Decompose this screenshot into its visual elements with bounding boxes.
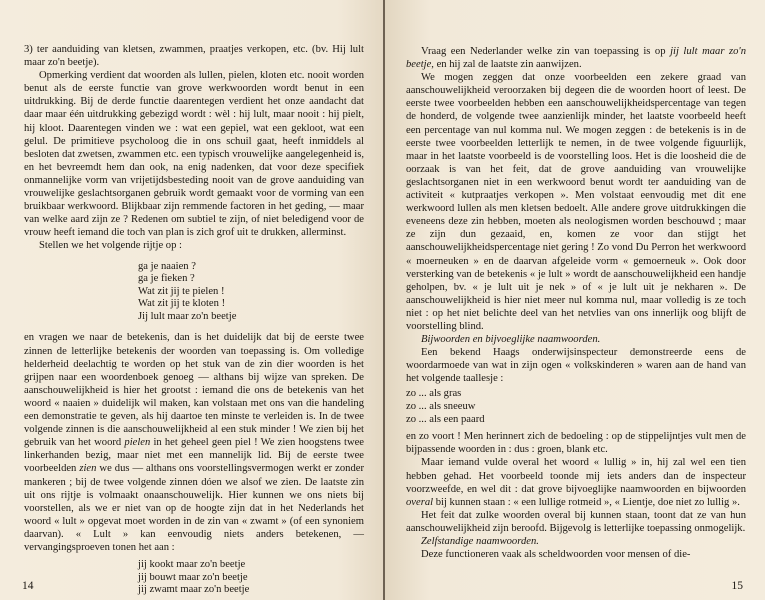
example-line: Wat zit jij te pielen ! xyxy=(138,285,225,297)
page-number: 14 xyxy=(22,580,34,592)
emphasis: jij lult maar zo'n beetje xyxy=(406,46,746,71)
right-page xyxy=(385,0,765,600)
emphasis: overal xyxy=(406,496,434,508)
example-line: jij kookt maar zo'n beetje xyxy=(138,559,246,571)
paragraph: Vraag een Nederlander welke zin van toepassing is op jij lult maar zo'n beetje, en hij zal de laatste zin aanwijzen. xyxy=(406,46,746,71)
emphasis: pielen xyxy=(124,437,151,449)
example-line: ga je naaien ? xyxy=(138,260,196,272)
paragraph: We mogen zeggen dat onze voorbeelden een zekere graad van aanschouwelijkheid veroorzaken bij degeen die de woorden hoort of leest. De eerste twee voorbeelden hebben een aanschouwelijkheidspercentage van tegen de honderd, de volgende twee aanzienlijk minder, het laatste voorbeeld heeft een percentage van nul komma nul. We mogen zeggen : de betekenis is in de eerste twee voorbeelden letterlijk te nemen, in de twee volgende figuurlijk, maar in het laatste voorbeeld is de voorstelling loos. Het is die loosheid die de oorzaak is van het feit, dat de grove aanduiding van vrouwelijke geslachtsorganen niet in een werkwoord benut wordt ter aanduiding van de activiteit « kutpraatjes verkopen ». Men volstaat eenvoudig met dit ene werkwoord lullen als men kletsen bedoelt. Alle andere grove uitdrukkingen die eveneens deze zin hebben, moeten als neologismen worden beschouwd ; maar ze zijn dun gezaaid, en, komen ze voor dan stijgt het aanschouwelijkheidspercentage niet gering ! Zo vond Du Perron het werkwoord « moerneuken » en de daarvan afgeleide vorm « gemoerneuk ». Ook door versterking van de betekenis « je lult » wordt de aanschouwelijkheid een handje geholpen, bv. « je lult uit je nek » of « je lult uit je nekharen ». De aanschouwelijkheid is hier niet meer nul komma nul, maar volledig is ze toch niet : op het niet belichte deel van het netvlies van ons innerlijk oog blijft de voorstelling blind. xyxy=(406,72,746,332)
example-list xyxy=(406,388,746,426)
example-line: jij zwamt maar zo'n beetje xyxy=(138,584,250,596)
paragraph: en zo voort ! Men herinnert zich de bedoeling : op de stippelijntjes vult men de bijpassende woorden in : dus : groen, blank etc. xyxy=(406,431,746,456)
paragraph: Het feit dat zulke woorden overal bij kunnen staan, toont dat ze van hun aanschouwelijkheid zijn beroofd. Bijgevolg is letterlijke toepassing onmogelijk. xyxy=(406,509,746,534)
example-line: ga je fieken ? xyxy=(138,273,195,285)
paragraph: Maar iemand vulde overal het woord « lullig » in, hij zal wel een tien hebben gehad. Het voorbeeld toonde mij iets anders dan de inspecteur voorzweefde, en wel dit : dat grove bijvoeglijke naamwoorden en bijwoorden overal bij kunnen staan : « een lullige rotmeid », « Lientje, doe niet zo lullig ». xyxy=(406,457,746,508)
section-heading: Zelfstandige naamwoorden. xyxy=(421,535,539,547)
example-line: zo ... als sneeuw xyxy=(406,401,476,413)
example-line: Wat zit jij te kloten ! xyxy=(138,298,226,310)
paragraph: Stellen we het volgende rijtje op : xyxy=(39,240,182,252)
example-line: jij bouwt maar zo'n beetje xyxy=(138,571,248,583)
example-line: zo ... als een paard xyxy=(406,413,485,425)
example-line: zo ... als gras xyxy=(406,388,462,400)
section-heading: Bijwoorden en bijvoeglijke naamwoorden. xyxy=(421,334,601,346)
paragraph: en vragen we naar de betekenis, dan is het duidelijk dat bij de eerste twee zinnen de letterlijke betekenis der woorden van toepassing is. Om volledige helderheid deelachtig te worden op het stuk van de zin dier woorden is het grijpen naar een woordenboek genoeg — althans bij wijze van spreken. De aanschouwelijkheid is hier het grootst : iemand die ons de betekenis van het woord « naaien » duidelijk wil maken, kan volstaan met ons van die handeling een demonstratie te geven, als hij daartoe ten minste te verleiden is. In de twee volgende zinnen is die aanschouwelijkheid al een stuk minder ! We zien bij het gebruik van het woord pielen in het geheel geen piel ! We zien hoogstens twee linkerhanden bezig, maar niet met een mannelijk lid. Bij de eerste twee voorbeelden zien we dus — althans ons voorstellingsvermogen werkt er zonder mankeren ; bij de twee volgende zinnen dóen we alsof we zien. De laatste zin uit ons rijtje is volmaakt onaanschouwelijk. Hier kunnen we ons niets bij voorstellen, als we er niet van op de hoogte zijn dat in het Nederlands het woord « lult » opgevat moet worden in de zin van « zwamt » (of een synoniem daarvan). « Lult » kan eenvoudig niets anders betekenen, — vervangingsproeven tonen het aan : xyxy=(24,332,364,553)
paragraph: Opmerking verdient dat woorden als lullen, pielen, kloten etc. nooit worden benut als de eerste functie van grove werkwoorden wordt benut in een uitdrukking. Bij de derde functie daarentegen verdient het onze aandacht dat daar maar één uitdrukking gebezigd wordt : wèl : hij lult, maar nooit : hij pielt, hij kloot. Daarentegen vinden we : wat een gepiel, wat een gekloot, wat een gelul. De primitieve psycholoog die in ons schuil gaat, heeft inmiddels al besloten dat zwetsen, zwammen etc. een typisch vrouwelijke aangelegenheid is, en het bevreemdt hem dan ook, na enig nadenken, dat voor deze specifiek onmannelijke vorm van vrijetijdsbesteding nooit van de grove aanduiding van vrouwelijke geslachtsorganen gebruik wordt gemaakt voor de vorming van een bruikbaar werkwoord. Blijkbaar zijn remmende factoren in het geding, — maar van welke aard zijn ze ? Redenen om subtiel te zijn, of niet beledigend voor de vrouw heeft iemand die toch van plan is zich grof uit te drukken, allerminst. xyxy=(24,70,364,239)
paragraph: 3) ter aanduiding van kletsen, zwammen, praatjes verkopen, etc. (bv. Hij lult maar zo'n beetje). xyxy=(24,44,364,69)
paragraph: Deze functioneren vaak als scheldwoorden voor mensen of die- xyxy=(421,549,691,561)
example-list xyxy=(138,261,364,324)
example-line: Jij lult maar zo'n beetje xyxy=(138,310,237,322)
right-page-text xyxy=(406,45,746,561)
paragraph: Een bekend Haags onderwijsinspecteur demonstreerde eens de woordarmoede van wat in zijn ogen « volkskinderen » waren aan de hand van het volgende taallesje : xyxy=(406,347,746,385)
example-list xyxy=(138,559,364,597)
left-page-text xyxy=(24,43,364,600)
emphasis: zien xyxy=(79,463,97,475)
page-number: 15 xyxy=(731,580,743,592)
